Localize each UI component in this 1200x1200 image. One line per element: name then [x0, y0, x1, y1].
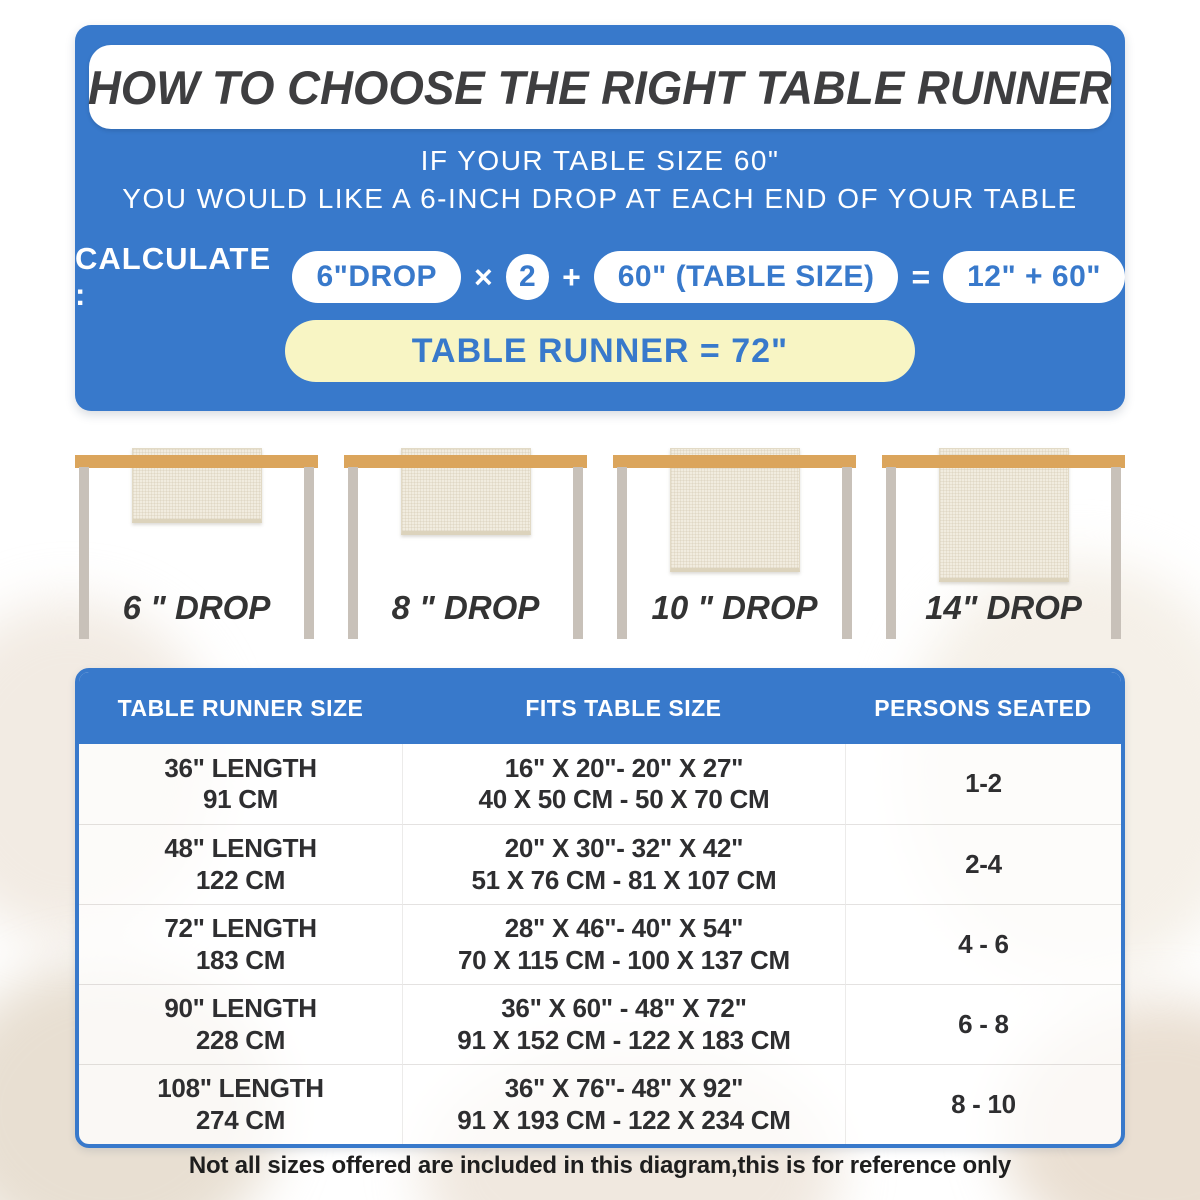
runner-size-cell: [79, 744, 402, 824]
fits-size-inches: 28" X 46"- 40" X 54": [504, 913, 744, 944]
table-figure: [75, 443, 318, 655]
multiplier-badge: 2: [506, 254, 549, 300]
fits-size-cm: 91 X 193 CM - 122 X 234 CM: [457, 1104, 791, 1135]
tabletop: [344, 455, 587, 468]
runner-size-inches: 108" LENGTH: [157, 1073, 324, 1104]
runner-size-cm: 228 CM: [195, 1024, 286, 1055]
fits-table-size-cell: [402, 744, 845, 824]
result-pill: TABLE RUNNER = 72": [285, 320, 915, 382]
fits-table-size-cell: [402, 904, 845, 984]
runner-size-inches: 72" LENGTH: [164, 913, 317, 944]
table-runner-swatch: [939, 448, 1069, 582]
table-row: [79, 824, 1121, 904]
persons-count: 4 - 6: [958, 928, 1009, 959]
persons-seated-cell: [845, 744, 1121, 824]
drop-label: 8 " DROP: [391, 589, 540, 626]
persons-seated-cell: [845, 1064, 1121, 1144]
runner-size-cm: 122 CM: [195, 864, 286, 895]
runner-size-inches: 36" LENGTH: [164, 752, 317, 783]
fits-size-cm: 70 X 115 CM - 100 X 137 CM: [458, 944, 790, 975]
runner-size-cm: 274 CM: [195, 1104, 286, 1135]
table-size-pill: 60" (TABLE SIZE): [594, 251, 899, 303]
table-figure: [344, 443, 587, 655]
tabletop: [882, 455, 1125, 468]
multiply-operator: ×: [474, 258, 493, 295]
fits-size-cm: 91 X 152 CM - 122 X 183 CM: [457, 1024, 791, 1055]
table-row: [79, 1064, 1121, 1144]
table-row: [79, 904, 1121, 984]
runner-size-inches: 48" LENGTH: [164, 833, 317, 864]
persons-seated-cell: [845, 824, 1121, 904]
runner-size-inches: 90" LENGTH: [164, 993, 317, 1024]
runner-size-cell: [79, 824, 402, 904]
persons-count: 8 - 10: [951, 1088, 1016, 1119]
fits-size-cm: 51 X 76 CM - 81 X 107 CM: [471, 864, 777, 895]
drop-label: 14" DROP: [925, 589, 1082, 626]
table-figure: [882, 443, 1125, 655]
runner-size-cell: [79, 1064, 402, 1144]
fits-table-size-cell: [402, 824, 845, 904]
hero-panel: [75, 25, 1125, 411]
plus-operator: +: [562, 258, 581, 295]
tabletop: [75, 455, 318, 468]
table-row: [79, 744, 1121, 824]
persons-count: 1-2: [965, 768, 1002, 799]
runner-size-cell: [79, 984, 402, 1064]
drop-label: 6 " DROP: [122, 589, 271, 626]
tabletop: [613, 455, 856, 468]
fits-table-size-cell: [402, 984, 845, 1064]
calculate-label: CALCULATE :: [75, 241, 272, 312]
size-chart-header: [79, 672, 1121, 744]
persons-count: 2-4: [965, 848, 1002, 879]
fits-size-inches: 20" X 30"- 32" X 42": [504, 833, 744, 864]
title-box: [89, 45, 1111, 129]
table-figure: [613, 443, 856, 655]
runner-size-cm: 91 CM: [202, 784, 279, 814]
fits-size-inches: 36" X 76"- 48" X 92": [504, 1073, 744, 1104]
drop-pill: 6"DROP: [292, 251, 461, 303]
equals-operator: =: [911, 258, 931, 295]
footer-note: Not all sizes offered are included in this diagram,this is for reference only: [188, 1152, 1012, 1179]
size-chart-table: [75, 668, 1125, 1148]
fits-size-inches: 36" X 60" - 48" X 72": [501, 993, 747, 1024]
drop-illustrations: [75, 443, 1125, 655]
drop-label: 10 " DROP: [651, 589, 818, 626]
table-row: [79, 984, 1121, 1064]
fits-size-inches: 16" X 20"- 20" X 27": [504, 752, 744, 783]
persons-count: 6 - 8: [958, 1008, 1009, 1039]
runner-size-cm: 183 CM: [195, 944, 286, 975]
persons-seated-cell: [845, 904, 1121, 984]
persons-seated-cell: [845, 984, 1121, 1064]
page-title: HOW TO CHOOSE THE RIGHT TABLE RUNNER: [87, 60, 1113, 114]
fits-table-size-cell: [402, 1064, 845, 1144]
runner-size-cell: [79, 904, 402, 984]
calculation-row: [75, 241, 1125, 312]
subtitle-line-2: YOU WOULD LIKE A 6-INCH DROP AT EACH END OF YOUR TABLE: [122, 183, 1078, 214]
subtitle-line-1: IF YOUR TABLE SIZE 60": [420, 145, 780, 176]
header-persons-seated: PERSONS SEATED: [874, 694, 1092, 721]
header-runner-size: TABLE RUNNER SIZE: [117, 694, 364, 721]
fits-size-cm: 40 X 50 CM - 50 X 70 CM: [478, 784, 770, 814]
header-fits-table-size: FITS TABLE SIZE: [525, 694, 722, 721]
sum-pill: 12" + 60": [943, 251, 1125, 303]
